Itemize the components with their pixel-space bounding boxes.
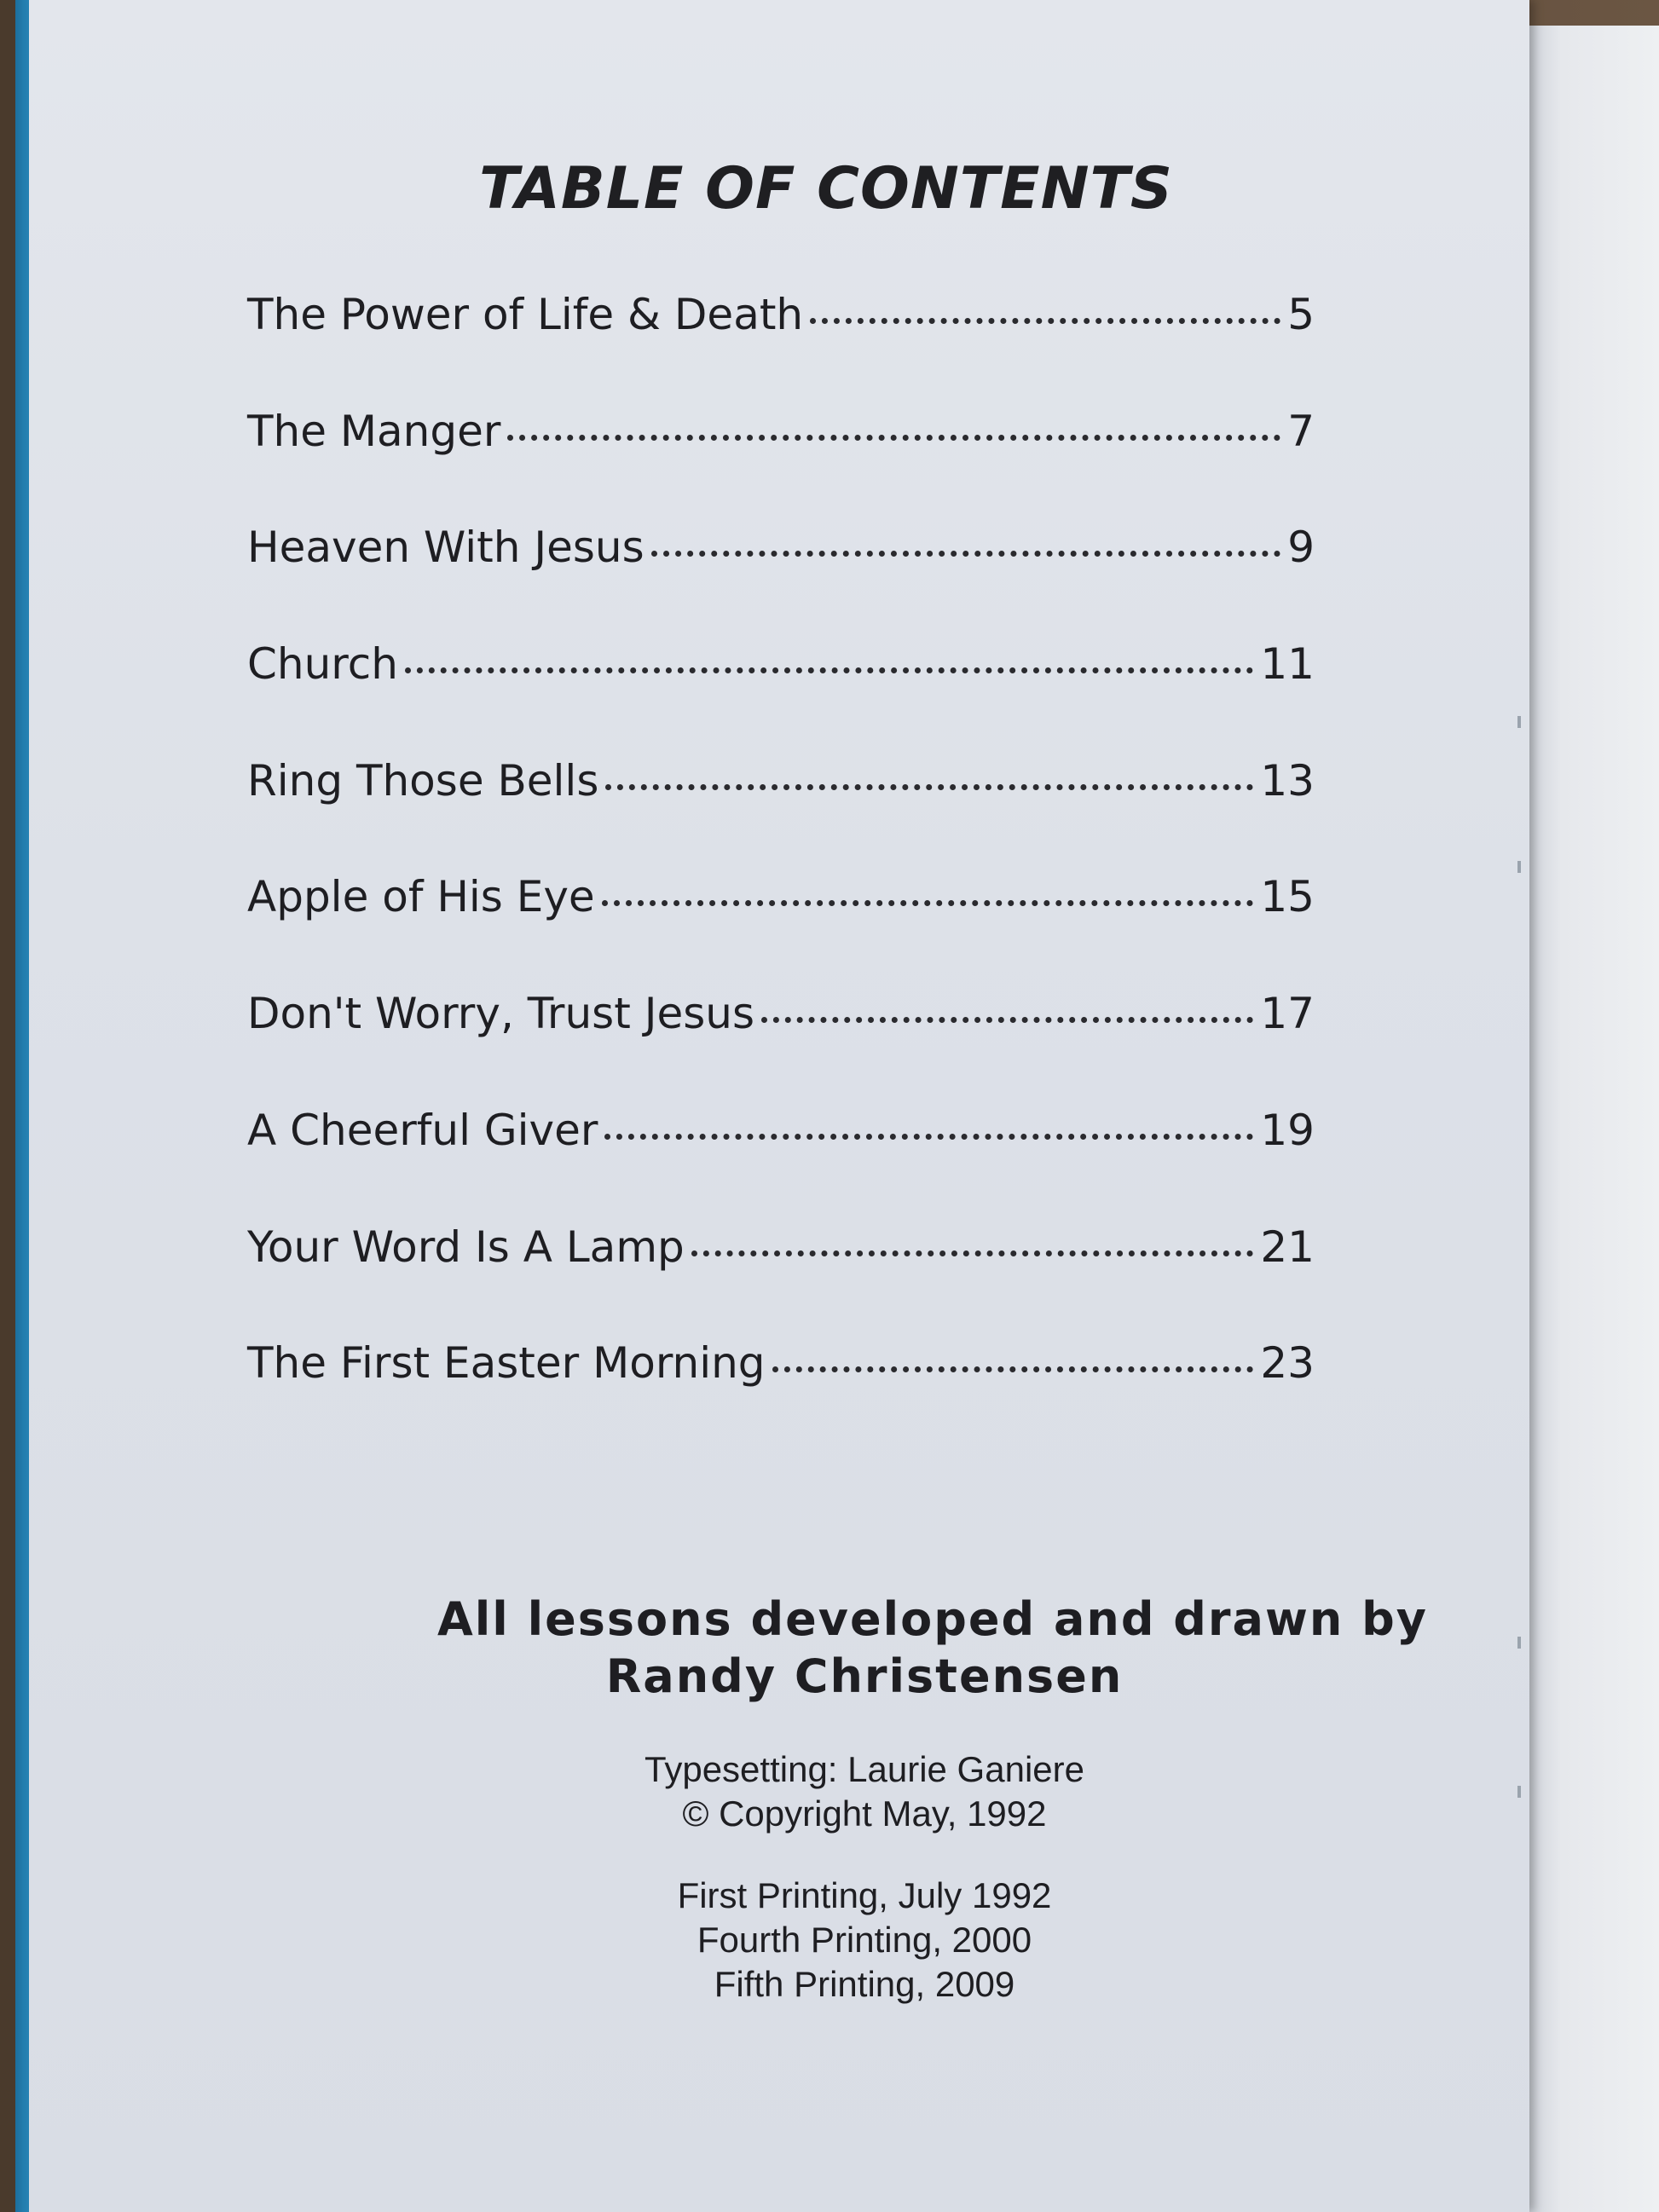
toc-entry-title: The First Easter Morning — [247, 1338, 766, 1389]
dot-leader — [761, 1017, 1253, 1023]
dot-leader — [651, 551, 1281, 557]
toc-entry-page: 9 — [1287, 523, 1315, 573]
dot-leader — [604, 1134, 1253, 1140]
toc-entry-title: The Power of Life & Death — [247, 290, 804, 339]
binding-staple — [1517, 1637, 1521, 1649]
toc-entry-title: The Manger — [247, 406, 501, 456]
typesetting-credit: Typesetting: Laurie Ganiere — [645, 1749, 1084, 1789]
binding-staple — [1517, 1786, 1521, 1798]
toc-entry — [247, 523, 1315, 639]
toc-entry-page: 13 — [1260, 755, 1315, 806]
toc-entry — [247, 756, 1315, 873]
toc-entry-page: 11 — [1260, 639, 1315, 690]
credits-author-line: All lessons developed and drawn by — [436, 1592, 1428, 1646]
table-of-contents — [247, 290, 1315, 1455]
toc-entry-page: 21 — [1260, 1222, 1315, 1272]
toc-entry — [247, 290, 1315, 407]
toc-entry — [247, 1106, 1315, 1222]
book-page — [29, 0, 1529, 2212]
credits-author-name: Randy Christensen — [605, 1649, 1124, 1703]
toc-entry-title: Your Word Is A Lamp — [247, 1222, 685, 1272]
toc-entry — [247, 872, 1315, 989]
toc-entry-page: 19 — [1260, 1105, 1315, 1155]
toc-entry — [247, 1222, 1315, 1339]
dot-leader — [602, 900, 1254, 906]
toc-entry-title: A Cheerful Giver — [247, 1105, 598, 1155]
dot-leader — [772, 1366, 1254, 1372]
dot-leader — [405, 667, 1253, 673]
toc-entry — [247, 639, 1315, 756]
toc-entry — [247, 1338, 1315, 1455]
toc-entry — [247, 407, 1315, 523]
toc-entry-title: Heaven With Jesus — [247, 523, 645, 573]
toc-entry — [247, 989, 1315, 1106]
toc-entry-title: Apple of His Eye — [247, 872, 595, 922]
toc-entry-page: 17 — [1260, 989, 1315, 1039]
page-title: TABLE OF CONTENTS — [479, 155, 1173, 222]
printing-history-line: Fourth Printing, 2000 — [697, 1920, 1032, 1960]
printing-history-line: First Printing, July 1992 — [677, 1875, 1052, 1915]
dot-leader — [605, 784, 1253, 790]
toc-entry-title: Ring Those Bells — [247, 755, 599, 806]
dot-leader — [810, 318, 1280, 324]
toc-entry-page: 23 — [1260, 1338, 1315, 1389]
binding-staple — [1517, 861, 1521, 873]
copyright-notice: © Copyright May, 1992 — [682, 1793, 1047, 1834]
toc-entry-page: 5 — [1287, 290, 1315, 339]
dot-leader — [691, 1250, 1254, 1256]
printing-history-line: Fifth Printing, 2009 — [714, 1964, 1015, 2004]
dot-leader — [507, 435, 1280, 441]
binding-staple — [1517, 716, 1521, 728]
toc-entry-page: 7 — [1287, 406, 1315, 456]
toc-entry-title: Church — [247, 639, 398, 690]
toc-entry-title: Don't Worry, Trust Jesus — [247, 989, 755, 1039]
toc-entry-page: 15 — [1260, 872, 1315, 922]
